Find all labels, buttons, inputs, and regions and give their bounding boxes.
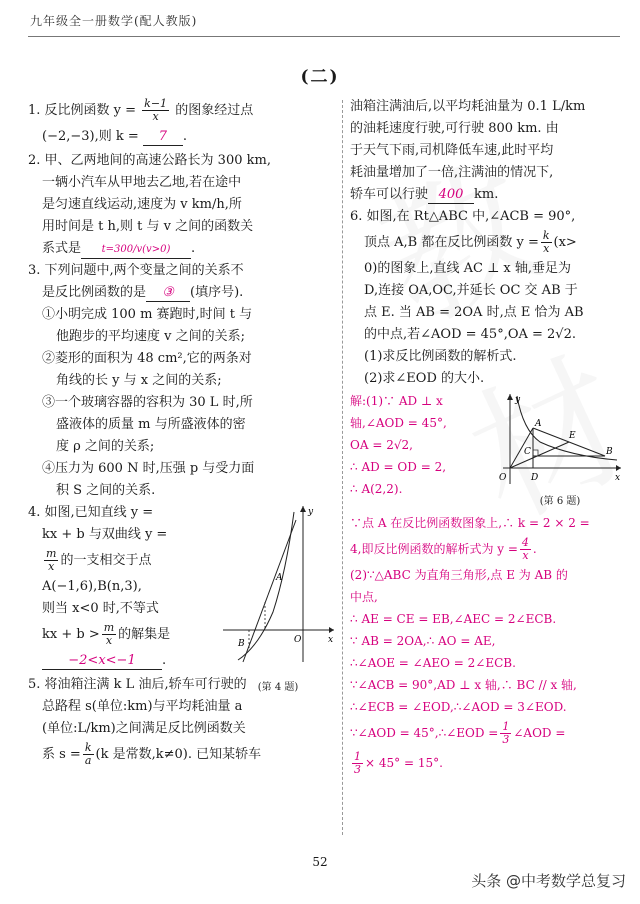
solution-line: 解:(1)∵ AD ⊥ x [350,394,443,408]
label-y: y [308,507,314,517]
q4-fraction-2: $\frac{m}{x}$ [103,621,115,647]
q4-line: 的一支相交于点 [60,553,152,568]
q5-fraction: $\frac{k}{a}$ [84,741,92,767]
figure-q6-svg [495,390,625,488]
q5-line: 5. 将油箱注满 k L 油后,轿车可行驶的 [28,677,247,692]
q4-line: A(−1,6),B(n,3), [42,579,142,594]
q6-fraction: $\frac{k}{x}$ [542,229,550,255]
question-2: 2. 甲、乙两地间的高速公路长为 300 km, 一辆小汽车从甲地去乙地,若在途中 是匀速直线运动,速度为 v km/h,所 用时间是 t h,则 t 与 v 之间的函数关 系式是 t=300/v(v>0) . [28,150,328,260]
q3-tail: (填序号). [190,285,244,300]
label-x: x [328,635,334,645]
solution-fraction-2: $\frac{1}{3}$ [502,720,510,746]
q3-item: 盛液体的质量 m 与所盛液体的密 [56,417,246,432]
label-b: B [606,447,613,457]
right-angle-c [533,450,538,456]
solution-line: ∵点 A 在反比例函数图象上,∴ k = 2 × 2 = [350,516,590,530]
question-4: 4. 如图,已知直线 y = kx + b 与双曲线 y = $\frac{m}{x}$ 的一支相交于点 A(−1,6),B(n,3), 则当 x<0 时,不等式 kx + b > $\frac{m}{x}$ 的解集是 −2<x<−1 . y x O A B (第 4 题) [28,502,328,672]
q3-line: 是反比例函数的是 [42,285,147,300]
q5-line: 的油耗速度行驶,可行驶 800 km. 由 [350,121,559,136]
x-axis-arrow [616,465,621,471]
y-axis-arrow [507,394,513,400]
q5-line: (单位:L/km)之间满足反比例函数关 [42,721,246,736]
q1-pre: 1. 反比例函数 y = [28,103,141,118]
q6-line: D,连接 OA,OC,并延长 OC 交 AB 于 [364,283,578,298]
q5-answer: 400 [428,187,474,204]
solution-line: OA = 2√2, [350,438,413,452]
q3-item: ③一个玻璃容器的容积为 30 L 时,所 [42,395,253,410]
q2-line: 2. 甲、乙两地间的高速公路长为 300 km, [28,153,271,168]
q3-item: ①小明完成 100 m 赛跑时,时间 t 与 [42,307,253,322]
q2-line: 一辆小汽车从甲地去乙地,若在途中 [42,175,242,190]
figure-q4-svg [218,502,338,674]
header-divider [28,36,620,37]
q4-line: 的解集是 [118,627,171,642]
q5-line: 轿车可以行驶 [350,187,429,202]
label-c: C [524,447,531,457]
solution-line: 中点, [350,590,378,604]
section-title: (二) [300,67,340,87]
q6-line: 0)的图象上,直线 AC ⊥ x 轴,垂足为 [364,261,572,276]
left-column [28,96,334,770]
line-kx-b [243,520,296,662]
q5-line: 于天气下雨,司机降低车速,此时平均 [350,143,554,158]
x-axis-arrow [329,627,334,633]
q3-item: 度 ρ 之间的关系; [56,439,155,454]
q2-line: 是匀速直线运动,速度为 v km/h,所 [42,197,242,212]
solution-line: ∵∠AOD = 45°,∴∠EOD = [350,726,499,740]
label-a: A [276,573,283,583]
q4-line: kx + b 与双曲线 y = [42,527,168,542]
hyperbola-curve [517,396,617,460]
q5-line: km. [474,187,499,202]
q6-line: (2)求∠EOD 的大小. [364,371,485,386]
solution-line: 4,即反比例函数的解析式为 y = [350,542,518,556]
q1-line: (−2,−3),则 k = [42,129,143,144]
label-y: y [515,395,521,405]
solution [350,390,625,778]
q6-line: 顶点 A,B 都在反比例函数 y = [364,235,539,250]
q4-line: kx + b > [42,627,100,642]
solution-line: ∴ A(2,2). [350,482,403,496]
right-column [350,96,625,778]
solution-line: ∵∠ACB = 90°,AD ⊥ x 轴,∴ BC // x 轴, [350,678,577,692]
q2-answer: t=300/v(v>0) [81,242,191,259]
q6-line: 的中点,若∠AOD = 45°,OA = 2√2. [364,327,576,342]
q3-item: ②菱形的面积为 48 cm²,它的两条对 [42,351,252,366]
label-a: A [535,419,542,429]
q4-fraction: $\frac{m}{x}$ [46,547,57,573]
segment-oe [510,442,569,468]
q5-line: 油箱注满油后,以平均耗油量为 0.1 L/km [350,99,586,114]
label-e: E [569,431,576,441]
q2-line: 用时间是 t h,则 t 与 v 之间的函数关 [42,219,254,234]
solution-line: (2)∵△ABC 为直角三角形,点 E 为 AB 的 [350,568,568,582]
figure-q6 [495,390,625,508]
q3-item: 角线的长 y 与 x 之间的关系; [56,373,222,388]
question-3 [28,260,328,502]
q3-item: 他跑步的平均速度 v 之间的关系; [56,329,245,344]
column-divider [342,100,343,835]
q3-item: ④压力为 600 N 时,压强 p 与受力面 [42,461,255,476]
question-6 [350,206,625,390]
q3-answer: ③ [146,285,190,302]
q5-line: 耗油量增加了一倍,注满油的情况下, [350,165,554,180]
q1-post: 的图象经过点 [171,103,254,118]
question-5-continued [350,96,625,206]
q6-line: 6. 如图,在 Rt△ABC 中,∠ACB = 90°, [350,209,576,224]
q4-line: 则当 x<0 时,不等式 [42,601,159,616]
solution-line: . [532,542,537,556]
label-x: x [615,473,621,483]
solution-line: ∴ AD = OD = 2, [350,460,447,474]
page-number: 52 [312,855,328,869]
solution-line: 轴,∠AOD = 45°, [350,416,447,430]
solution-line: ∠AOD = [513,726,566,740]
hyperbola-curve [238,512,294,660]
q5-line: (k 是常数,k≠0). 已知某轿车 [95,747,262,762]
q4-line: 4. 如图,已知直线 y = [28,505,154,520]
q5-line: 总路程 s(单位:km)与平均耗油量 a [42,699,243,714]
solution-line: ∴∠AOE = ∠AEO = 2∠ECB. [350,656,516,670]
q5-line: 系 s = [42,747,81,762]
solution-line: × 45° = 15°. [365,756,443,770]
q6-line: 点 E. 当 AB = 2OA 时,点 E 恰为 AB [364,305,584,320]
q4-answer: −2<x<−1 [42,653,162,670]
solution-fraction-3: $\frac{1}{3}$ [354,750,361,776]
label-d: D [531,473,539,483]
source-watermark: 头条 @中考数学总复习 [471,872,626,890]
figure-q4 [218,502,338,694]
q1-fraction: $\frac{k-1}{x}$ [144,97,168,123]
q3-line: 3. 下列问题中,两个变量之间的关系不 [28,263,244,278]
figure-q4-caption: (第 4 题) [257,682,299,693]
label-o: O [294,635,302,645]
question-1: 1. 反比例函数 y = $\frac{k-1}{x}$ 的图象经过点 (−2,−3),则 k = 7 . [28,97,254,144]
q1-answer: 7 [143,129,183,146]
q3-item: 积 S 之间的关系. [56,483,156,498]
solution-fraction-1: $\frac{4}{x}$ [521,536,529,562]
label-o: O [499,473,507,483]
q6-line: (x> [553,235,577,250]
q2-line: 系式是 [42,241,82,256]
y-axis-arrow [300,506,306,512]
solution-line: ∴∠ECB = ∠EOD,∴∠AOD = 3∠EOD. [350,700,567,714]
q6-line: (1)求反比例函数的解析式. [364,349,517,364]
label-b: B [238,639,245,649]
figure-q6-caption: (第 6 题) [539,496,581,507]
solution-line: ∵ AB = 2OA,∴ AO = AE, [350,634,496,648]
solution-line: ∴ AE = CE = EB,∠AEC = 2∠ECB. [350,612,557,626]
page-header: 九年级全一册数学(配人教版) [30,14,198,28]
